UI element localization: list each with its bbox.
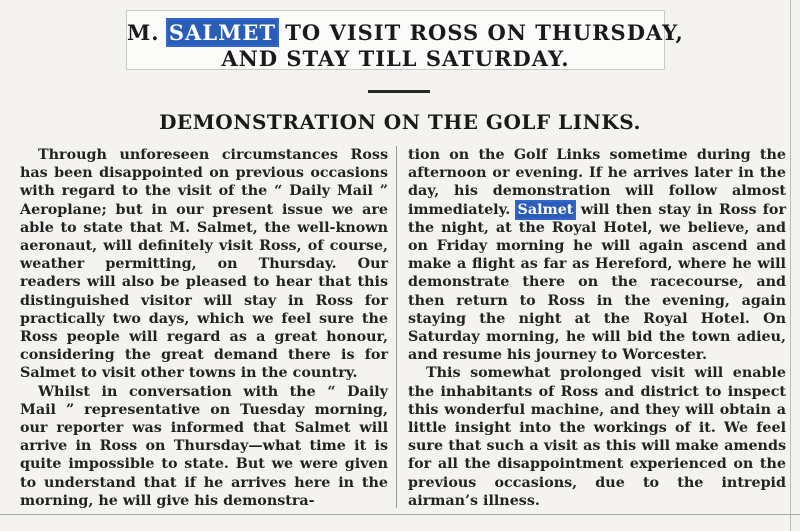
article-paragraph bbox=[408, 146, 786, 364]
paragraph-text-end: will then stay in Ross for the night, at the Royal Hotel, we believe, and on Friday morning he will again ascend and make a flight as far as Hereford, where he will demonstrate there on the racecourse, and then return to Ross in the evening, again staying the night at the Royal Hotel. On Saturday morning, he will bid the town adieu, and resume his journey to Worcester. bbox=[408, 201, 787, 364]
search-highlight-salmet-body[interactable]: Salmet bbox=[517, 201, 574, 218]
subheadline: DEMONSTRATION ON THE GOLF LINKS. bbox=[159, 110, 641, 134]
headline-box bbox=[126, 10, 684, 71]
paragraph-text-start: tion on the Golf Links sometime during the afternoon or evening. If he arrives later in the day, his demonstration will follow almost immediately. bbox=[408, 147, 786, 218]
article-paragraph: Through unforeseen circumstances Ross has been disappointed on previous occasions with regard to the visit of the “ Daily Mail ” Aeroplane; but in our present issue we are able to state that M. Salmet, the well-known aeronaut, will definitely visit Ross, of course, weather permitting, on Thursday. Our readers will also be pleased to hear that this distinguished visitor will stay in Ross for practically two days, which we feel sure the Ross people will regard as a great honour, considering the great demand there is for Salmet to visit other towns in the country. bbox=[20, 147, 388, 382]
article-column-left bbox=[20, 146, 388, 510]
page-edge-right bbox=[790, 0, 791, 531]
article-column-right bbox=[408, 146, 786, 510]
search-highlight-salmet[interactable]: SALMET bbox=[168, 20, 276, 45]
headline-prefix: M. bbox=[127, 20, 160, 45]
page-edge-bottom bbox=[0, 514, 800, 515]
article-paragraph: Whilst in conversation with the “ Daily Mail ” representative on Tuesday morning, our reporter was informed that Salmet will arrive in Ross on Thursday—what time it is quite impossible to state. But we were given to understand that if he arrives here in the morning, he will give his demonstra- bbox=[20, 383, 388, 509]
article-paragraph: This somewhat prolonged visit will enable the inhabitants of Ross and district to inspect this wonderful machine, and they will obtain a little insight into the workings of it. We feel sure that such a visit as this will make amends for all the disappointment experienced on the previous occasions, due to the intrepid airman’s illness. bbox=[408, 365, 786, 509]
headline-line-1 bbox=[127, 20, 684, 45]
separator-rule bbox=[368, 90, 430, 93]
headline-line-2: AND STAY TILL SATURDAY. bbox=[221, 46, 570, 71]
column-divider bbox=[396, 146, 397, 508]
headline-suffix: TO VISIT ROSS ON THURSDAY, bbox=[285, 20, 684, 45]
